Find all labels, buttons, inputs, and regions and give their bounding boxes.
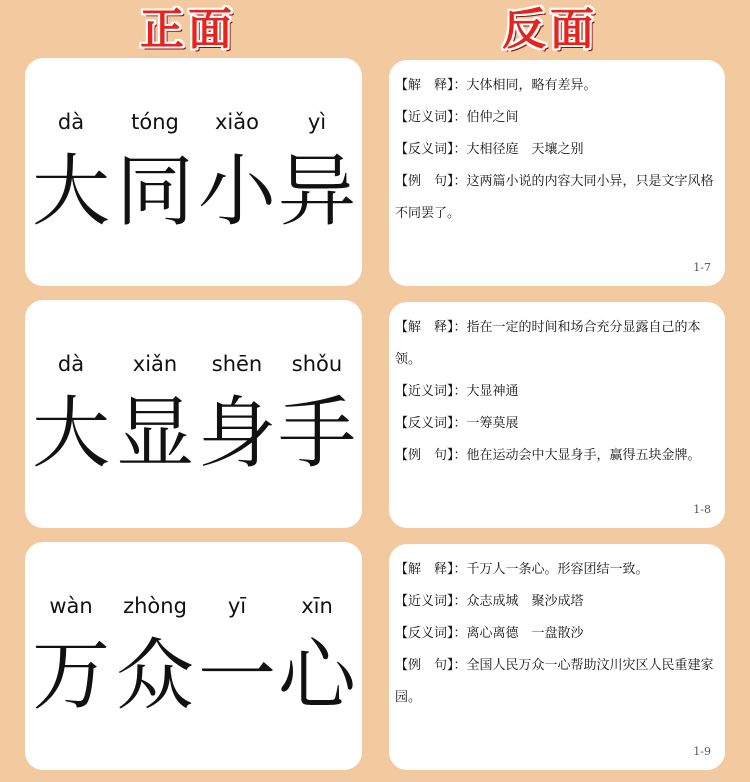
example-text: 这两篇小说的内容大同小异，只是文字风格不同罢了。 — [395, 174, 714, 221]
antonym-tag: 【反义词】： — [395, 142, 467, 157]
antonym-text: 一筹莫展 — [466, 416, 519, 431]
synonym-tag: 【近义词】： — [395, 594, 467, 609]
page-number: 1-7 — [693, 261, 711, 274]
example-line — [395, 166, 717, 230]
example-line — [395, 650, 717, 714]
synonym-text: 大显神通 — [466, 384, 519, 399]
hanzi: 异 — [277, 147, 356, 237]
front-card-1 — [25, 58, 362, 286]
antonym-text: 大相径庭 天壤之别 — [466, 142, 584, 157]
antonym-tag: 【反义词】： — [395, 626, 467, 641]
hanzi-row — [25, 388, 362, 480]
pinyin: shǒu — [291, 352, 343, 376]
back-card-3 — [389, 544, 725, 770]
synonym-tag: 【近义词】： — [395, 384, 467, 399]
hanzi: 一 — [197, 631, 276, 721]
hanzi: 显 — [115, 389, 194, 479]
pinyin: xīn — [301, 594, 333, 618]
pinyin: yì — [307, 110, 327, 134]
hanzi-row — [25, 146, 362, 238]
example-text: 他在运动会中大显身手，赢得五块金牌。 — [466, 448, 701, 463]
front-card-2 — [25, 300, 362, 528]
pinyin: dà — [57, 110, 85, 134]
synonym-text: 众志成城 聚沙成塔 — [466, 594, 584, 609]
example-tag: 【例 句】： — [395, 174, 467, 189]
antonym-tag: 【反义词】： — [395, 416, 467, 431]
pinyin: xiǎn — [132, 352, 178, 376]
pinyin: wàn — [49, 594, 93, 618]
synonym-tag: 【近义词】： — [395, 110, 467, 125]
hanzi: 大 — [31, 147, 110, 237]
pinyin: shēn — [211, 352, 263, 376]
hanzi: 万 — [31, 631, 110, 721]
hanzi: 身 — [197, 389, 276, 479]
explain-line — [395, 312, 717, 376]
antonym-line — [395, 134, 717, 166]
pinyin: dà — [57, 352, 85, 376]
card-definition — [395, 554, 717, 714]
synonym-line — [395, 586, 717, 618]
pinyin: xiǎo — [215, 110, 259, 134]
pinyin: yī — [227, 594, 247, 618]
explain-line — [395, 70, 717, 102]
hanzi-row — [25, 630, 362, 722]
pinyin: zhòng — [123, 594, 187, 618]
front-card-3 — [25, 542, 362, 770]
page-number: 1-9 — [693, 745, 711, 758]
explain-text: 指在一定的时间和场合充分显露自己的本领。 — [395, 320, 701, 367]
hanzi: 手 — [277, 389, 356, 479]
explain-text: 千万人一条心。形容团结一致。 — [466, 562, 649, 577]
antonym-text: 离心离德 一盘散沙 — [466, 626, 584, 641]
explain-tag: 【解 释】： — [395, 562, 467, 577]
synonym-text: 伯仲之间 — [466, 110, 519, 125]
antonym-line — [395, 408, 717, 440]
example-tag: 【例 句】： — [395, 658, 467, 673]
back-card-1 — [389, 60, 725, 286]
synonym-line — [395, 102, 717, 134]
card-definition — [395, 312, 717, 472]
explain-tag: 【解 释】： — [395, 320, 467, 335]
hanzi: 众 — [115, 631, 194, 721]
card-definition — [395, 70, 717, 230]
explain-tag: 【解 释】： — [395, 78, 467, 93]
synonym-line — [395, 376, 717, 408]
pinyin-row — [25, 110, 362, 138]
antonym-line — [395, 618, 717, 650]
page-number: 1-8 — [693, 503, 711, 516]
front-header: 正面 — [140, 4, 236, 55]
pinyin-row — [25, 352, 362, 380]
pinyin-row — [25, 594, 362, 622]
example-tag: 【例 句】： — [395, 448, 467, 463]
explain-text: 大体相同，略有差异。 — [466, 78, 597, 93]
example-text: 全国人民万众一心帮助汶川灾区人民重建家园。 — [395, 658, 714, 705]
pinyin: tóng — [131, 110, 179, 134]
explain-line — [395, 554, 717, 586]
back-header: 反面 — [502, 4, 598, 55]
hanzi: 小 — [197, 147, 276, 237]
hanzi: 心 — [277, 631, 356, 721]
hanzi: 同 — [115, 147, 194, 237]
back-card-2 — [389, 302, 725, 528]
example-line — [395, 440, 717, 472]
hanzi: 大 — [31, 389, 110, 479]
